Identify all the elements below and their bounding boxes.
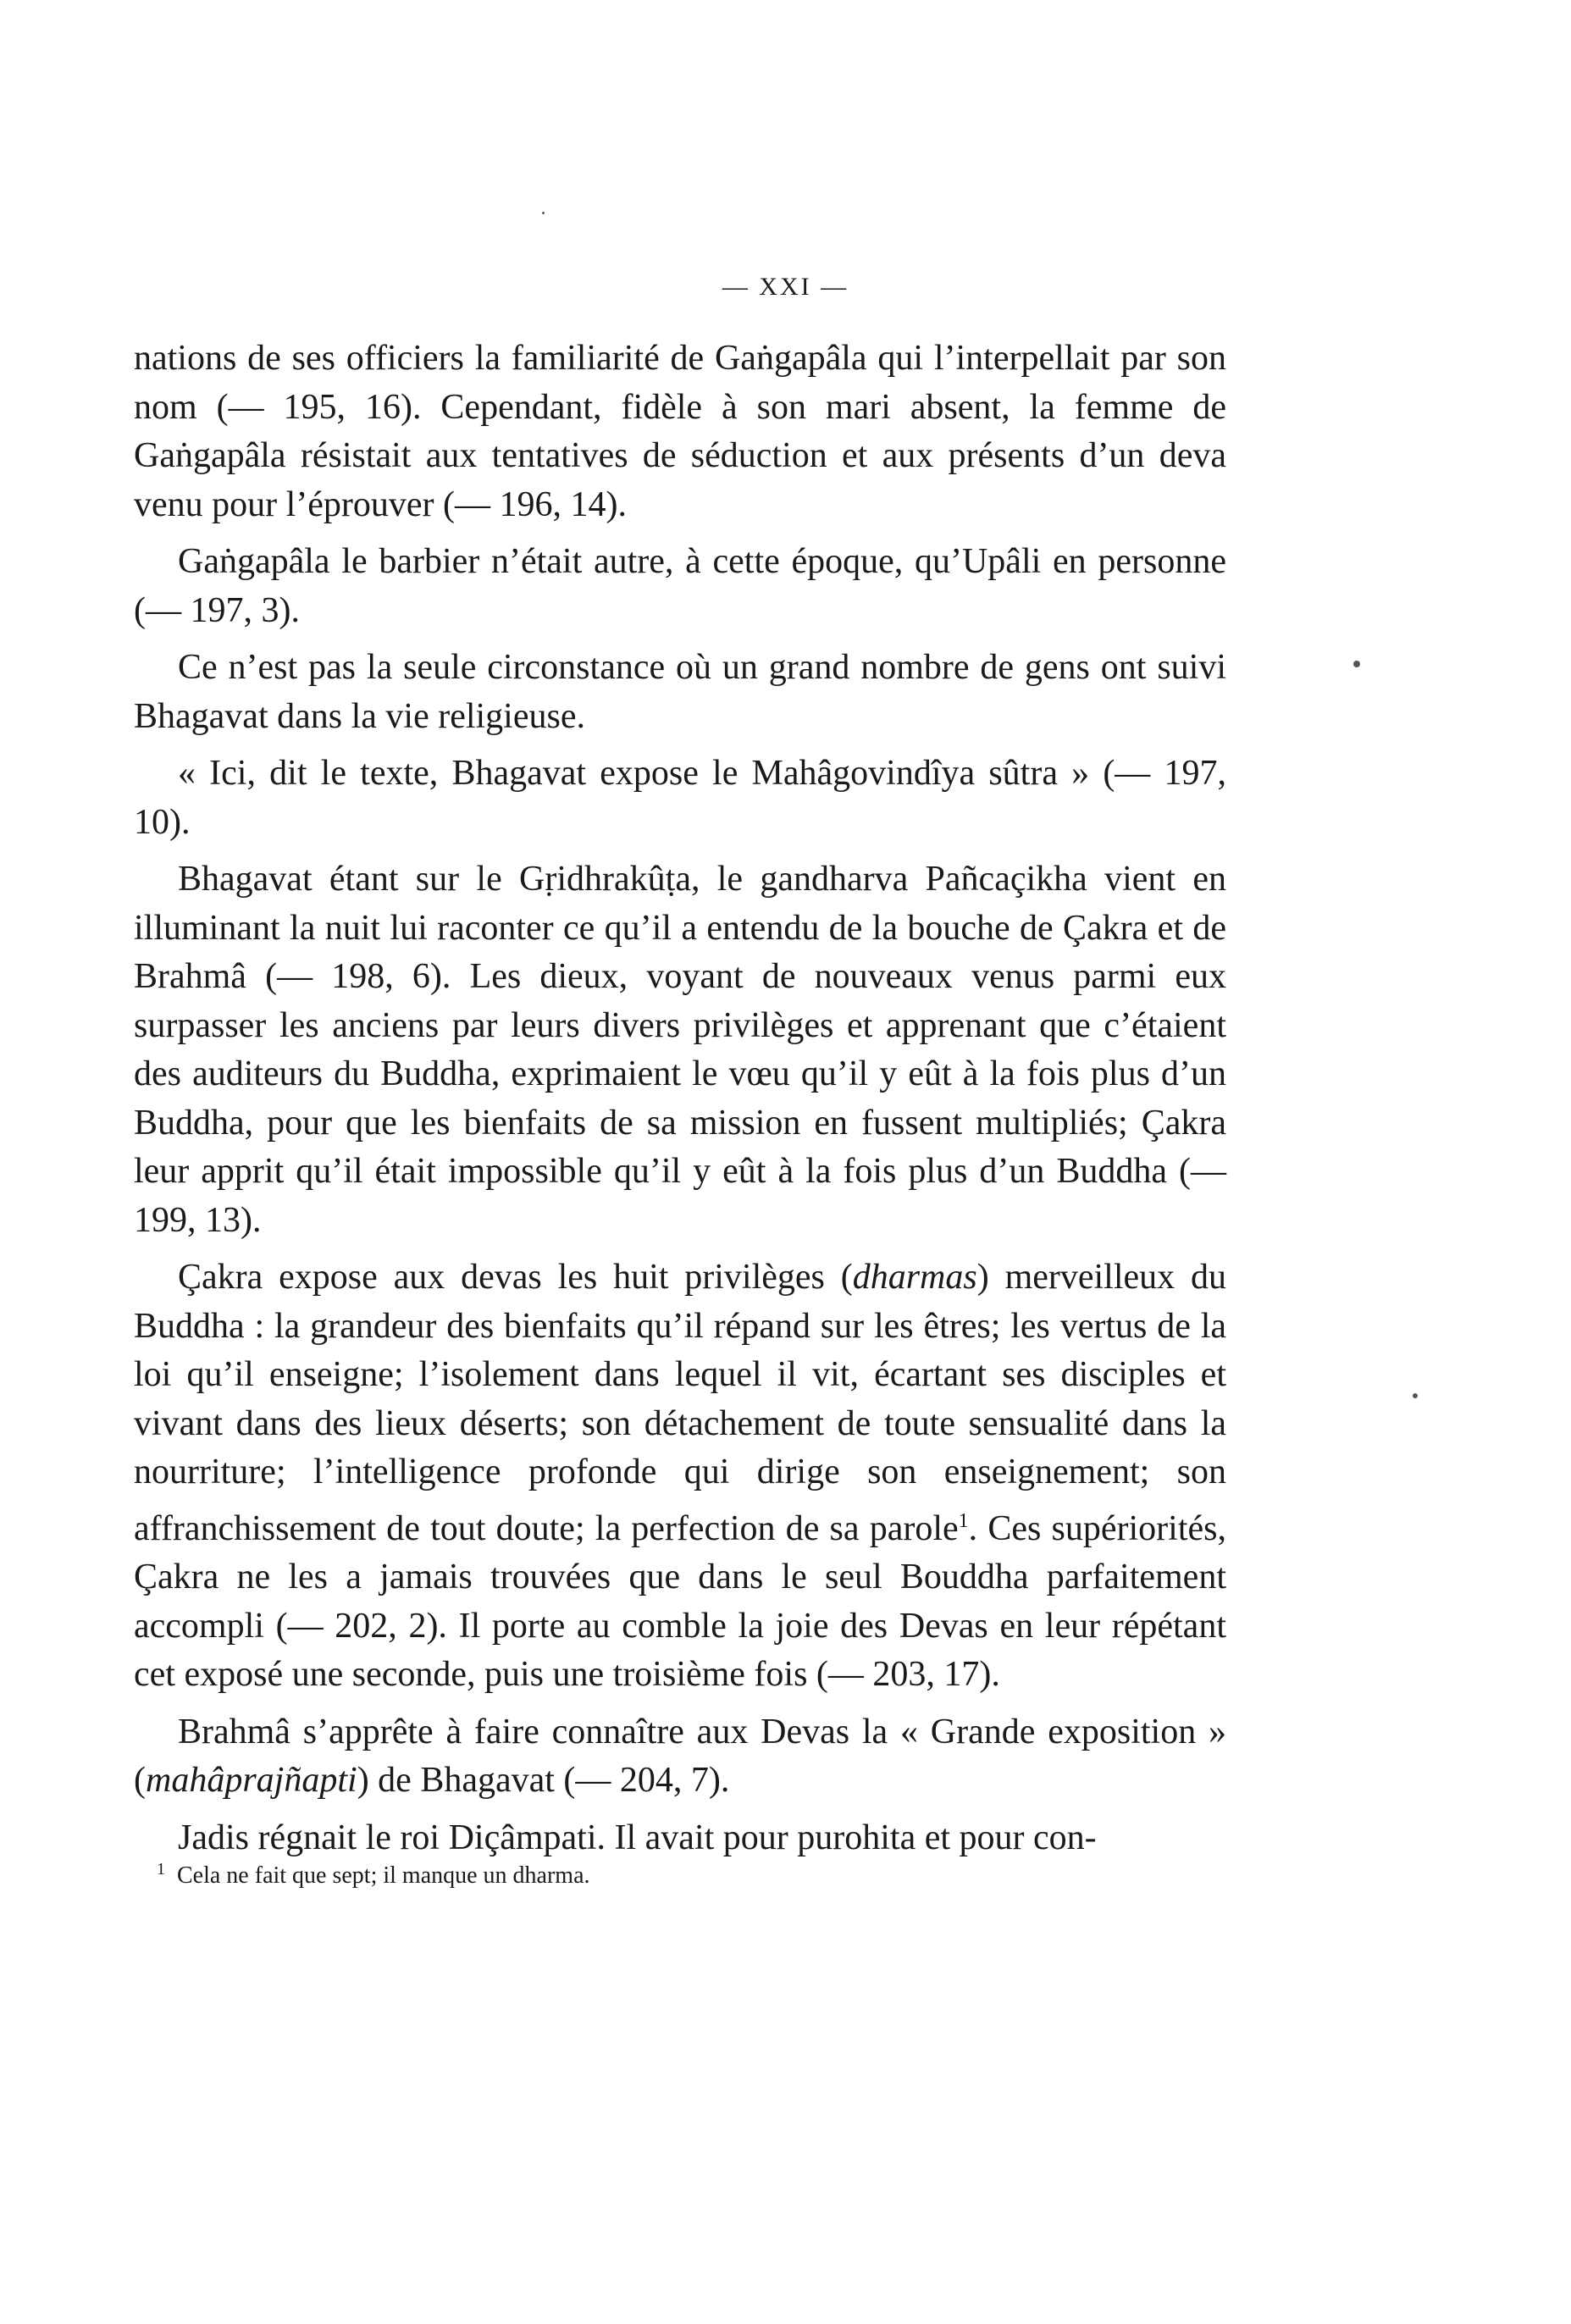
scan-speck	[1413, 1393, 1418, 1398]
paragraph-7-text-a: Brahmâ s’apprête à faire connaître aux Devas la « Grande exposition » (	[134, 1712, 1226, 1800]
footnote-reference: 1	[958, 1509, 969, 1532]
paragraph-7	[134, 1708, 1226, 1806]
paragraph-1: nations de ses officiers la familiarité de Gaṅgapâla qui l’interpellait par son nom (— 195, 16). Cependant, fidèle à son mari absent, la femme de Gaṅgapâla résistait aux tentatives de séduction et aux présents d’un deva venu pour l’éprouver (— 196, 14).	[134, 339, 1226, 524]
paragraph-6	[134, 1253, 1226, 1700]
paragraph-6-text-b: ) merveilleux du Buddha : la grandeur des bienfaits qu’il répand sur les êtres; les vertus de la loi qu’il enseigne; l’isolement dans lequel il vit, écartant ses disciples et vivant dans des lieux déserts; son détachement de toute sensualité dans la nourriture; l’intelligence profonde qui dirige son enseignement; son affranchissement de tout doute; la perfection de sa parole	[134, 1258, 1226, 1548]
footnote-text: Cela ne fait que sept; il manque un dharma.	[177, 1862, 590, 1889]
page-number: — XXI —	[722, 273, 849, 301]
scan-speck	[542, 212, 545, 214]
paragraph-8: Jadis régnait le roi Diçâmpati. Il avait pour purohita et pour con-	[178, 1818, 1097, 1857]
paragraph-6-text-c: . Ces supériorités, Çakra ne les a jamais trouvées que dans le seul Bouddha parfaitement accompli (— 202, 2). Il porte au comble la joie des Devas en leur répétant cet exposé une seconde, puis une troisième fois (— 203, 17).	[134, 1508, 1226, 1694]
body-text	[134, 335, 1226, 1871]
scan-speck	[1353, 661, 1360, 667]
footnote	[157, 1853, 1215, 1892]
paragraph-6-text-a: Çakra expose aux devas les huit privilèges (	[178, 1258, 853, 1297]
paragraph-5: Bhagavat étant sur le Gṛidhrakûṭa, le gandharva Pañcaçikha vient en illuminant la nuit lui raconter ce qu’il a entendu de la bouche de Çakra et de Brahmâ (— 198, 6). Les dieux, voyant de nouveaux venus parmi eux surpasser les anciens par leurs divers privilèges et apprenant que c’étaient des auditeurs du Buddha, exprimaient le vœu qu’il y eût à la fois plus d’un Buddha, pour que les bienfaits de sa mission en fussent multipliés; Çakra leur apprit qu’il était impossible qu’il y eût à la fois plus d’un Buddha (— 199, 13).	[134, 860, 1226, 1240]
paragraph-7-text-b: ) de Bhagavat (— 204, 7).	[357, 1761, 730, 1800]
paragraph-7-italic-term: mahâprajñapti	[146, 1761, 357, 1800]
paragraph-3: Ce n’est pas la seule circonstance où un grand nombre de gens ont suivi Bhagavat dans la vie religieuse.	[134, 648, 1226, 736]
footnote-marker: 1	[157, 1860, 165, 1879]
paragraph-4: « Ici, dit le texte, Bhagavat expose le Mahâgovindîya sûtra » (— 197, 10).	[134, 754, 1226, 842]
paragraph-6-italic-term: dharmas	[852, 1258, 977, 1297]
paragraph-2: Gaṅgapâla le barbier n’était autre, à cette époque, qu’Upâli en personne (— 197, 3).	[134, 542, 1226, 630]
